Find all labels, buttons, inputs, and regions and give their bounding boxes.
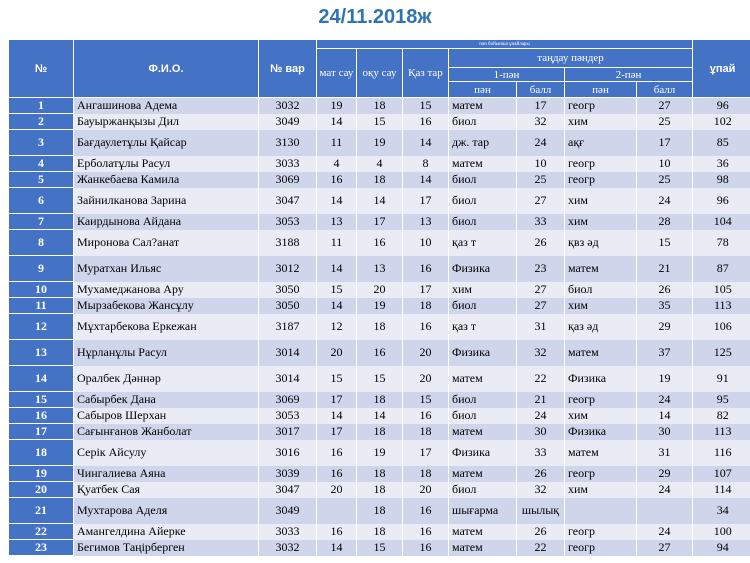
page-title: 24/11.2018ж [318,6,432,28]
subject-2-name: қаз әд [565,314,637,340]
kazakh-history-score: 17 [403,282,449,298]
subject-1-score: 32 [517,114,565,130]
subject-2-score: 30 [637,424,693,440]
kazakh-history-score: 16 [403,314,449,340]
reading-score: 4 [357,156,403,172]
math-score: 16 [317,466,357,482]
total-score: 116 [693,440,750,466]
variant-number: 3014 [259,366,317,392]
subject-1-score: 10 [517,156,565,172]
total-score: 105 [693,282,750,298]
subject-1-score: 26 [517,524,565,540]
subject-1-name: Физика [449,256,517,282]
subject-1-score: 21 [517,392,565,408]
subject-1-score: шылық [517,498,565,524]
subject-2-score: 15 [637,230,693,256]
subject-2-score: 25 [637,114,693,130]
student-name: Миронова Сал?анат [74,230,259,256]
student-name: Жанкебаева Камила [74,172,259,188]
math-score: 15 [317,282,357,298]
subject-2-score: 24 [637,188,693,214]
subject-1-name: матем [449,466,517,482]
kazakh-history-score: 10 [403,230,449,256]
math-score: 14 [317,188,357,214]
variant-number: 3050 [259,282,317,298]
kazakh-history-score: 16 [403,524,449,540]
subject-1-name: дж. тар [449,130,517,156]
math-score: 11 [317,130,357,156]
total-score: 114 [693,482,750,498]
subject-1-name: шығарма [449,498,517,524]
subject-2-score: 24 [637,482,693,498]
variant-number: 3049 [259,498,317,524]
subject-1-score: 27 [517,188,565,214]
header-subject-2-name: пән [565,82,637,98]
kazakh-history-score: 16 [403,114,449,130]
subject-2-name [565,498,637,524]
subject-2-name: биол [565,282,637,298]
total-score: 91 [693,366,750,392]
subject-2-name: Физика [565,366,637,392]
reading-score: 13 [357,256,403,282]
math-score [317,498,357,524]
row-number: 10 [9,282,74,298]
subject-1-name: Физика [449,440,517,466]
subject-1-score: 25 [517,172,565,188]
subject-2-name: хим [565,408,637,424]
subject-2-name: қвз әд [565,230,637,256]
math-score: 16 [317,440,357,466]
variant-number: 3016 [259,440,317,466]
reading-score: 16 [357,230,403,256]
kazakh-history-score: 15 [403,392,449,408]
row-number: 7 [9,214,74,230]
subject-1-name: матем [449,156,517,172]
reading-score: 15 [357,366,403,392]
reading-score: 18 [357,466,403,482]
variant-number: 3032 [259,540,317,556]
subject-2-score: 24 [637,524,693,540]
student-name: Зайнилканова Зарина [74,188,259,214]
math-score: 11 [317,230,357,256]
total-score: 36 [693,156,750,172]
variant-number: 3033 [259,156,317,172]
subject-2-name: геогр [565,524,637,540]
variant-number: 3047 [259,188,317,214]
table-row [9,230,750,256]
subject-2-score: 37 [637,340,693,366]
table-row [9,366,750,392]
student-name: Қуатбек Сая [74,482,259,498]
total-score: 100 [693,524,750,540]
row-number: 13 [9,340,74,366]
header-reading: оқу сау [357,49,403,98]
kazakh-history-score: 8 [403,156,449,172]
variant-number: 3050 [259,298,317,314]
subject-1-name: қаз т [449,314,517,340]
table-row [9,98,750,114]
header-kazakh-history: Қаз тар [403,49,449,98]
student-name: Нұрланұлы Расул [74,340,259,366]
student-name: Мұхтарбекова Еркежан [74,314,259,340]
reading-score: 17 [357,214,403,230]
total-score: 85 [693,130,750,156]
subject-2-name: Физика [565,424,637,440]
subject-1-score: 24 [517,408,565,424]
kazakh-history-score: 15 [403,98,449,114]
kazakh-history-score: 20 [403,340,449,366]
math-score: 14 [317,540,357,556]
subject-2-score: 19 [637,366,693,392]
subject-2-name: геогр [565,156,637,172]
total-score: 113 [693,424,750,440]
table-row [9,188,750,214]
total-score: 87 [693,256,750,282]
reading-score: 14 [357,188,403,214]
total-score: 104 [693,214,750,230]
subject-1-name: хим [449,282,517,298]
row-number: 15 [9,392,74,408]
subject-1-score: 30 [517,424,565,440]
kazakh-history-score: 18 [403,298,449,314]
subject-1-name: қаз т [449,230,517,256]
reading-score: 18 [357,524,403,540]
table-row [9,392,750,408]
table-row [9,408,750,424]
math-score: 16 [317,172,357,188]
table-row [9,172,750,188]
table-row [9,256,750,282]
header-subject-1-name: пән [449,82,517,98]
math-score: 14 [317,408,357,424]
table-row [9,466,750,482]
kazakh-history-score: 13 [403,214,449,230]
student-name: Бауыржанқызы Дил [74,114,259,130]
subject-2-score [637,498,693,524]
kazakh-history-score: 20 [403,482,449,498]
variant-number: 3130 [259,130,317,156]
math-score: 20 [317,340,357,366]
subject-1-score: 27 [517,282,565,298]
subject-1-score: 27 [517,298,565,314]
student-name: Мырзабекова Жансұлу [74,298,259,314]
student-name: Ангашинова Адема [74,98,259,114]
subject-2-score: 10 [637,156,693,172]
table-row [9,498,750,524]
subject-2-name: геогр [565,392,637,408]
subject-1-score: 26 [517,230,565,256]
header-subject-2-score: балл [637,82,693,98]
math-score: 16 [317,524,357,540]
row-number: 20 [9,482,74,498]
row-number: 14 [9,366,74,392]
subject-2-score: 17 [637,130,693,156]
row-number: 23 [9,540,74,556]
row-number: 19 [9,466,74,482]
header-no: № [9,40,74,98]
reading-score: 18 [357,314,403,340]
table-row [9,214,750,230]
variant-number: 3039 [259,466,317,482]
total-score: 95 [693,392,750,408]
subject-2-name: геогр [565,98,637,114]
row-number: 2 [9,114,74,130]
row-number: 1 [9,98,74,114]
subject-2-score: 31 [637,440,693,466]
subject-2-name: матем [565,256,637,282]
total-score: 106 [693,314,750,340]
subject-1-name: матем [449,524,517,540]
subject-1-name: Физика [449,340,517,366]
kazakh-history-score: 16 [403,540,449,556]
subject-2-score: 29 [637,466,693,482]
subject-2-score: 27 [637,98,693,114]
variant-number: 3188 [259,230,317,256]
table-row [9,482,750,498]
total-score: 102 [693,114,750,130]
total-score: 96 [693,188,750,214]
row-number: 4 [9,156,74,172]
reading-score: 18 [357,172,403,188]
header-total: ұпай [693,40,750,98]
table-row [9,114,750,130]
subject-1-score: 26 [517,466,565,482]
subject-2-score: 29 [637,314,693,340]
reading-score: 18 [357,424,403,440]
row-number: 5 [9,172,74,188]
subject-2-name: матем [565,340,637,366]
subject-2-name: хим [565,214,637,230]
math-score: 13 [317,214,357,230]
student-name: Бегимов Таңірберген [74,540,259,556]
subject-1-name: биол [449,172,517,188]
header-subject-2: 2-пән [565,68,693,82]
total-score: 94 [693,540,750,556]
kazakh-history-score: 20 [403,366,449,392]
math-score: 19 [317,98,357,114]
kazakh-history-score: 16 [403,408,449,424]
row-number: 21 [9,498,74,524]
subject-2-score: 25 [637,172,693,188]
subject-2-score: 35 [637,298,693,314]
kazakh-history-score: 17 [403,440,449,466]
student-name: Ерболатұлы Расул [74,156,259,172]
subject-1-name: матем [449,540,517,556]
subject-2-name: хим [565,114,637,130]
student-name: Сағынғанов Жанболат [74,424,259,440]
kazakh-history-score: 14 [403,130,449,156]
variant-number: 3053 [259,214,317,230]
student-name: Амангелдина Айерке [74,524,259,540]
row-number: 9 [9,256,74,282]
math-score: 14 [317,256,357,282]
student-name: Чингалиева Аяна [74,466,259,482]
subject-2-score: 24 [637,392,693,408]
total-score: 96 [693,98,750,114]
reading-score: 18 [357,482,403,498]
table-header [9,40,750,98]
student-name: Мухтарова Аделя [74,498,259,524]
row-number: 6 [9,188,74,214]
variant-number: 3069 [259,392,317,408]
variant-number: 3014 [259,340,317,366]
table-row [9,340,750,366]
math-score: 14 [317,114,357,130]
row-number: 17 [9,424,74,440]
subject-1-name: биол [449,188,517,214]
subject-2-name: хим [565,482,637,498]
total-score: 125 [693,340,750,366]
subject-1-score: 31 [517,314,565,340]
subject-2-name: хим [565,298,637,314]
reading-score: 20 [357,282,403,298]
reading-score: 16 [357,340,403,366]
row-number: 8 [9,230,74,256]
variant-number: 3012 [259,256,317,282]
math-score: 12 [317,314,357,340]
table-row [9,282,750,298]
header-math: мат сау [317,49,357,98]
math-score: 14 [317,298,357,314]
row-number: 12 [9,314,74,340]
subject-2-name: матем [565,440,637,466]
reading-score: 18 [357,392,403,408]
subject-1-score: 22 [517,540,565,556]
subject-1-name: матем [449,366,517,392]
total-score: 78 [693,230,750,256]
total-score: 82 [693,408,750,424]
header-subject-1: 1-пән [449,68,565,82]
subject-2-name: хим [565,188,637,214]
header-fio: Ф.И.О. [74,40,259,98]
kazakh-history-score: 18 [403,466,449,482]
subject-1-name: матем [449,424,517,440]
subject-2-score: 28 [637,214,693,230]
student-name: Бағдаулетұлы Қайсар [74,130,259,156]
row-number: 18 [9,440,74,466]
reading-score: 19 [357,130,403,156]
kazakh-history-score: 14 [403,172,449,188]
reading-score: 18 [357,98,403,114]
reading-score: 19 [357,298,403,314]
math-score: 17 [317,424,357,440]
variant-number: 3017 [259,424,317,440]
student-name: Сабыров Шерхан [74,408,259,424]
kazakh-history-score: 18 [403,424,449,440]
table-row [9,440,750,466]
reading-score: 14 [357,408,403,424]
table-row [9,524,750,540]
total-score: 107 [693,466,750,482]
table-row [9,156,750,172]
kazakh-history-score: 16 [403,256,449,282]
total-score: 34 [693,498,750,524]
reading-score: 18 [357,498,403,524]
subject-2-score: 14 [637,408,693,424]
student-name: Каирдынова Айдана [74,214,259,230]
subject-1-score: 23 [517,256,565,282]
reading-score: 15 [357,114,403,130]
variant-number: 3187 [259,314,317,340]
table-row [9,424,750,440]
subject-1-name: биол [449,482,517,498]
table-row [9,540,750,556]
subject-1-score: 24 [517,130,565,156]
student-name: Мухамеджанова Ару [74,282,259,298]
subject-1-name: биол [449,408,517,424]
row-number: 22 [9,524,74,540]
variant-number: 3069 [259,172,317,188]
subject-1-score: 33 [517,214,565,230]
total-score: 113 [693,298,750,314]
row-number: 11 [9,298,74,314]
subject-1-name: биол [449,214,517,230]
table-row [9,130,750,156]
student-name: Серік Айсулу [74,440,259,466]
subject-2-score: 21 [637,256,693,282]
reading-score: 19 [357,440,403,466]
kazakh-history-score: 16 [403,498,449,524]
math-score: 15 [317,366,357,392]
subject-2-name: геогр [565,540,637,556]
subject-2-score: 27 [637,540,693,556]
table-row [9,314,750,340]
header-elective: таңдау пәндер [449,49,693,68]
table-body [9,98,750,556]
subject-1-name: матем [449,98,517,114]
math-score: 4 [317,156,357,172]
variant-number: 3049 [259,114,317,130]
row-number: 3 [9,130,74,156]
kazakh-history-score: 17 [403,188,449,214]
variant-number: 3047 [259,482,317,498]
header-subject-1-score: балл [517,82,565,98]
math-score: 20 [317,482,357,498]
header-variant: № вар [259,40,317,98]
subject-2-name: ақғ [565,130,637,156]
subject-1-name: биол [449,392,517,408]
reading-score: 15 [357,540,403,556]
student-name: Сабырбек Дана [74,392,259,408]
subject-1-score: 32 [517,340,565,366]
student-name: Муратхан Ильяс [74,256,259,282]
subject-2-name: геогр [565,466,637,482]
subject-1-score: 32 [517,482,565,498]
subject-1-name: биол [449,298,517,314]
variant-number: 3053 [259,408,317,424]
subject-2-score: 26 [637,282,693,298]
row-number: 16 [9,408,74,424]
variant-number: 3032 [259,98,317,114]
subject-1-score: 22 [517,366,565,392]
results-table [8,39,750,556]
math-score: 17 [317,392,357,408]
student-name: Оралбек Дәннәр [74,366,259,392]
header-subjects-caption: пән бойынша ұпайлары [317,40,693,49]
subject-2-name: геогр [565,172,637,188]
subject-1-name: биол [449,114,517,130]
total-score: 98 [693,172,750,188]
subject-1-score: 33 [517,440,565,466]
variant-number: 3033 [259,524,317,540]
table-row [9,298,750,314]
subject-1-score: 17 [517,98,565,114]
